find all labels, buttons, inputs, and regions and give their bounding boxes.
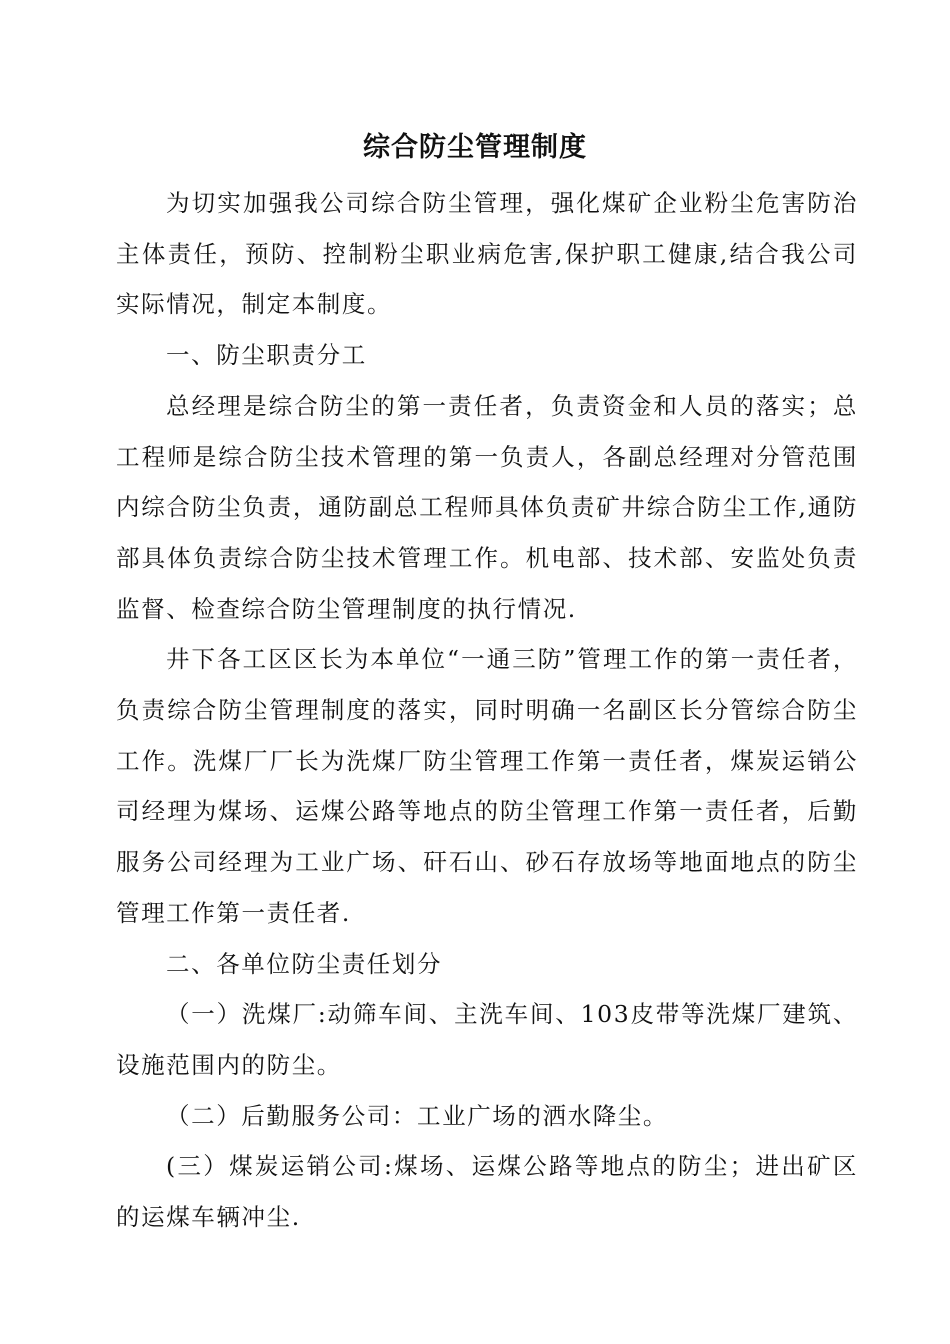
duties-paragraph-units: 井下各工区区长为本单位“一通三防”管理工作的第一责任者，负责综合防尘管理制度的落实，同时明确一名副区长分管综合防尘工作。洗煤厂厂长为洗煤厂防尘管理工作第一责任者，煤炭运销公司经理为煤场、运煤公路等地点的防尘管理工作第一责任者，后勤服务公司经理为工业广场、矸石山、砂石存放场等地面地点的防尘管理工作第一责任者. [116,645,858,927]
document-body [116,178,858,1243]
section-heading-responsibility-division: 二、各单位防尘责任划分 [166,949,443,978]
division-item-logistics: （二）后勤服务公司：工业广场的洒水降尘。 [166,1101,668,1130]
intro-paragraph: 为切实加强我公司综合防尘管理，强化煤矿企业粉尘危害防治主体责任，预防、控制粉尘职业病危害,保护职工健康,结合我公司实际情况，制定本制度。 [116,189,858,319]
division-item-washery: （一）洗煤厂:动筛车间、主洗车间、103皮带等洗煤厂建筑、设施范围内的防尘。 [116,1000,858,1079]
section-heading-duties: 一、防尘职责分工 [166,341,367,370]
document-title: 综合防尘管理制度 [363,132,587,163]
duties-paragraph-management: 总经理是综合防尘的第一责任者，负责资金和人员的落实；总工程师是综合防尘技术管理的第一负责人，各副总经理对分管范围内综合防尘负责，通防副总工程师具体负责矿井综合防尘工作,通防部具体负责综合防尘技术管理工作。机电部、技术部、安监处负责监督、检查综合防尘管理制度的执行情况. [116,391,859,623]
division-item-coal-sales: (三）煤炭运销公司:煤场、运煤公路等地点的防尘；进出矿区的运煤车辆冲尘. [116,1152,858,1232]
